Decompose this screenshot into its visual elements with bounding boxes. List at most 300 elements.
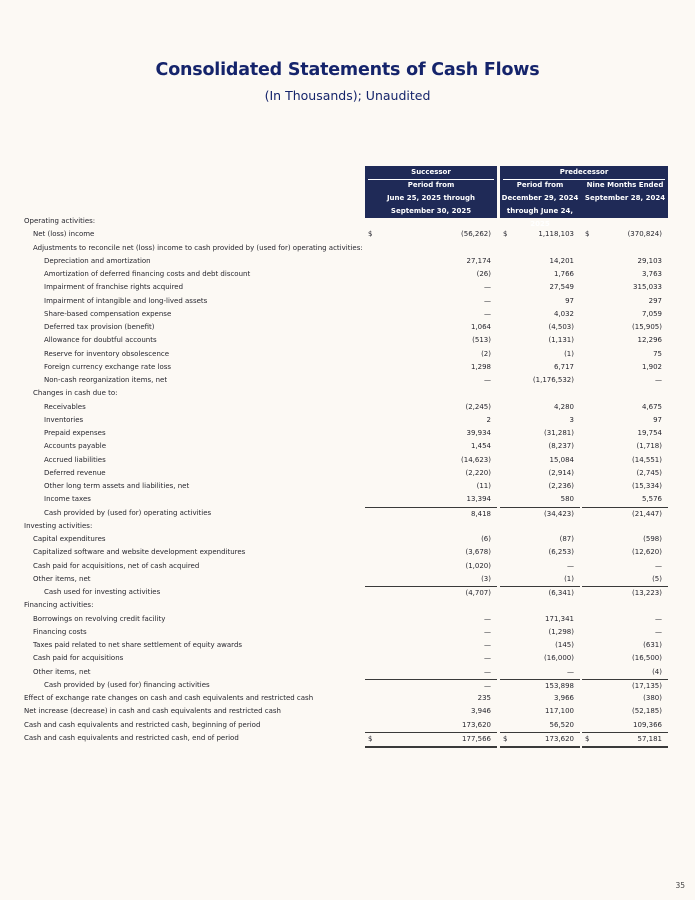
row-label: Foreign currency exchange rate loss: [44, 362, 172, 371]
currency-symbol: $: [585, 230, 590, 239]
table-row: [0, 242, 695, 255]
value-cell: [365, 401, 497, 414]
value-amount: 1,902: [641, 362, 662, 371]
value-amount: 297: [648, 296, 662, 305]
row-label: Other items, net: [33, 667, 91, 676]
value-amount: —: [484, 654, 491, 663]
value-cell: [582, 705, 668, 718]
col1-header-line: Period from: [516, 181, 564, 189]
value-amount: 27,174: [466, 256, 491, 265]
table-row: [0, 387, 695, 400]
table-row: [0, 348, 695, 361]
value-cell: [500, 361, 580, 374]
value-amount: (8,237): [548, 442, 574, 451]
value-cell: [582, 679, 668, 693]
value-amount: 4,675: [641, 402, 662, 411]
table-row: [0, 401, 695, 414]
value-amount: 171,341: [545, 614, 574, 623]
value-cell: [365, 639, 497, 652]
value-cell: [365, 613, 497, 626]
value-amount: (5): [652, 574, 662, 583]
value-amount: 3,946: [470, 707, 491, 716]
value-cell: [500, 493, 580, 506]
value-amount: 117,100: [545, 707, 574, 716]
table-row: [0, 586, 695, 599]
value-cell: [500, 719, 580, 732]
value-cell: [365, 573, 497, 586]
row-label: Cash and cash equivalents and restricted cash, beginning of period: [24, 720, 261, 729]
value-amount: (2,236): [548, 482, 574, 490]
value-cell: [500, 334, 580, 347]
value-cell: [582, 692, 668, 705]
value-cell: [500, 308, 580, 321]
value-amount: 173,620: [462, 720, 491, 729]
value-amount: (15,334): [632, 482, 662, 490]
value-cell: [365, 493, 497, 506]
page-subtitle: (In Thousands); Unaudited: [264, 88, 431, 103]
table-row: [0, 493, 695, 506]
row-label: Accrued liabilities: [44, 455, 106, 464]
col0-header-line: June 25, 2025 through: [386, 194, 476, 202]
value-cell: [500, 586, 580, 600]
value-amount: (1,020): [465, 561, 491, 570]
predecessor-header: [500, 166, 668, 228]
row-label: Capital expenditures: [33, 535, 106, 543]
table-row: [0, 533, 695, 546]
value-cell: [365, 308, 497, 321]
value-cell: [365, 427, 497, 440]
row-label: Financing costs: [33, 627, 87, 636]
row-label: Prepaid expenses: [44, 429, 106, 437]
value-amount: 109,366: [633, 720, 662, 729]
value-cell: [500, 348, 580, 361]
value-amount: (13,223): [632, 589, 662, 597]
value-cell: [500, 639, 580, 652]
value-cell: [365, 454, 497, 467]
value-cell: [365, 666, 497, 679]
value-amount: (6): [481, 535, 491, 543]
value-amount: —: [484, 283, 491, 292]
value-amount: 97: [565, 296, 574, 305]
table-row: [0, 520, 695, 533]
value-amount: 580: [560, 495, 574, 504]
value-amount: —: [484, 627, 491, 636]
value-amount: 13,394: [466, 495, 491, 504]
value-cell: [582, 467, 668, 480]
value-cell: [582, 308, 668, 321]
table-row: [0, 599, 695, 612]
row-label: Investing activities:: [24, 521, 93, 530]
table-row: [0, 281, 695, 294]
table-row: [0, 705, 695, 718]
value-cell: [365, 679, 497, 693]
value-amount: (1): [564, 574, 574, 583]
value-cell: [582, 361, 668, 374]
table-row: [0, 334, 695, 347]
value-cell: [365, 652, 497, 665]
value-cell: [500, 507, 580, 521]
value-amount: 1,454: [470, 442, 491, 451]
row-label: Inventories: [44, 415, 84, 424]
value-amount: (16,500): [632, 654, 662, 663]
value-cell: [365, 281, 497, 294]
value-cell: [365, 321, 497, 334]
value-cell: [582, 480, 668, 493]
value-cell: [500, 295, 580, 308]
value-amount: 39,934: [466, 429, 491, 437]
col0-header-line: Period from: [407, 181, 455, 189]
table-row: [0, 268, 695, 281]
value-cell: [365, 374, 497, 387]
value-cell: [582, 414, 668, 427]
value-amount: 3: [569, 415, 574, 424]
row-label: Cash and cash equivalents and restricted cash, end of period: [24, 733, 239, 742]
value-amount: 14,201: [549, 256, 574, 265]
row-label: Depreciation and amortization: [44, 256, 151, 265]
row-label: Allowance for doubtful accounts: [44, 336, 157, 345]
value-amount: 29,103: [637, 256, 662, 265]
value-cell: [582, 295, 668, 308]
value-amount: (6,253): [548, 548, 574, 557]
value-cell: [365, 533, 497, 546]
value-amount: (87): [559, 535, 574, 543]
successor-header: [365, 166, 497, 218]
value-cell: [582, 440, 668, 453]
table-row: [0, 626, 695, 639]
value-cell: [365, 560, 497, 573]
value-cell: [365, 334, 497, 347]
value-cell: [582, 546, 668, 559]
value-amount: (1): [564, 349, 574, 358]
col2-header: [582, 179, 668, 218]
value-cell: [365, 732, 497, 748]
value-amount: —: [484, 309, 491, 318]
value-cell: [582, 427, 668, 440]
row-label: Cash paid for acquisitions: [33, 654, 124, 663]
table-row: [0, 255, 695, 268]
row-label: Impairment of franchise rights acquired: [44, 283, 184, 292]
value-amount: (1,718): [636, 442, 662, 451]
value-cell: [500, 692, 580, 705]
value-amount: 235: [477, 694, 491, 702]
table-row: [0, 361, 695, 374]
value-cell: [365, 586, 497, 600]
value-cell: [582, 228, 668, 241]
table-row: [0, 666, 695, 679]
currency-symbol: $: [503, 734, 508, 743]
value-amount: 19,754: [637, 429, 662, 437]
value-amount: 27,549: [549, 283, 574, 292]
value-amount: (4,503): [548, 323, 574, 331]
value-cell: [500, 705, 580, 718]
value-cell: [365, 268, 497, 281]
table-row: [0, 427, 695, 440]
value-cell: [582, 626, 668, 639]
row-label: Cash paid for acquisitions, net of cash acquired: [33, 561, 200, 570]
table-row: [0, 321, 695, 334]
value-cell: [500, 480, 580, 493]
value-amount: (2): [481, 349, 491, 358]
value-cell: [500, 560, 580, 573]
value-cell: [500, 427, 580, 440]
value-cell: [582, 255, 668, 268]
table-row: [0, 454, 695, 467]
value-amount: 3,966: [553, 694, 574, 702]
value-cell: [582, 586, 668, 600]
value-cell: [365, 626, 497, 639]
row-label: Other items, net: [33, 574, 91, 583]
value-amount: (4): [652, 667, 662, 676]
table-row: [0, 228, 695, 241]
page-title: Consolidated Statements of Cash Flows: [155, 60, 540, 80]
value-amount: (598): [643, 535, 662, 543]
value-amount: (52,185): [632, 707, 662, 716]
row-label: Receivables: [44, 402, 86, 411]
row-label: Adjustments to reconcile net (loss) income to cash provided by (used for) operating activities:: [33, 243, 363, 252]
row-label: Cash used for investing activities: [44, 588, 161, 596]
value-cell: [582, 560, 668, 573]
row-label: Reserve for inventory obsolescence: [44, 349, 170, 358]
row-label: Accounts payable: [44, 442, 106, 451]
row-label: Taxes paid related to net share settlement of equity awards: [33, 641, 243, 649]
value-amount: 97: [653, 415, 662, 424]
table-row: [0, 467, 695, 480]
value-amount: (631): [643, 641, 662, 649]
value-amount: (1,176,532): [532, 376, 574, 384]
col1-header: [500, 179, 580, 228]
row-label: Net (loss) income: [33, 230, 95, 239]
value-amount: (370,824): [627, 230, 662, 239]
value-cell: [500, 652, 580, 665]
value-amount: —: [655, 376, 662, 384]
value-cell: [500, 626, 580, 639]
value-cell: [500, 374, 580, 387]
row-label: Deferred tax provision (benefit): [44, 323, 155, 331]
col0-header-line: September 30, 2025: [390, 207, 472, 215]
value-amount: (2,914): [548, 468, 574, 477]
value-amount: —: [655, 561, 662, 570]
row-label: Capitalized software and website development expenditures: [33, 548, 246, 557]
value-amount: 4,280: [553, 402, 574, 411]
value-amount: (2,220): [465, 468, 491, 477]
table-row: [0, 414, 695, 427]
value-amount: (2,245): [465, 402, 491, 411]
value-cell: [365, 295, 497, 308]
row-label: Income taxes: [44, 495, 91, 504]
value-cell: [500, 546, 580, 559]
value-amount: —: [655, 614, 662, 623]
value-amount: (34,423): [544, 509, 574, 518]
currency-symbol: $: [368, 230, 373, 239]
value-amount: 1,298: [470, 362, 491, 371]
value-cell: [500, 666, 580, 679]
table-row: [0, 440, 695, 453]
value-cell: [582, 281, 668, 294]
value-amount: 12,296: [637, 336, 662, 345]
value-cell: [500, 401, 580, 414]
value-cell: [582, 719, 668, 732]
value-amount: —: [567, 561, 574, 570]
row-label: Net increase (decrease) in cash and cash equivalents and restricted cash: [24, 707, 281, 716]
value-amount: 4,032: [553, 309, 574, 318]
table-row: [0, 573, 695, 586]
value-amount: (17,135): [632, 681, 662, 690]
value-cell: [500, 533, 580, 546]
table-row: [0, 308, 695, 321]
value-amount: (15,905): [632, 323, 662, 331]
value-cell: [582, 639, 668, 652]
value-cell: [500, 321, 580, 334]
value-amount: (56,262): [461, 230, 491, 239]
value-cell: [500, 613, 580, 626]
table-row: [0, 652, 695, 665]
value-amount: (3): [481, 574, 491, 583]
value-amount: (4,707): [465, 589, 491, 597]
col1-header-line: through June 24, 2025: [506, 207, 574, 228]
value-amount: (1,298): [548, 627, 574, 636]
value-amount: (3,678): [465, 548, 491, 557]
col2-header-line: September 28, 2024: [584, 194, 666, 202]
table-row: [0, 215, 695, 228]
value-cell: [582, 321, 668, 334]
value-amount: 15,084: [549, 455, 574, 464]
value-amount: 153,898: [545, 681, 574, 690]
table-row: [0, 507, 695, 520]
value-cell: [365, 692, 497, 705]
value-amount: (21,447): [632, 509, 662, 518]
value-cell: [365, 507, 497, 521]
value-amount: 7,059: [641, 309, 662, 318]
row-label: Changes in cash due to:: [33, 389, 118, 398]
row-label: Deferred revenue: [44, 468, 106, 477]
value-amount: (16,000): [544, 654, 574, 663]
table-row: [0, 560, 695, 573]
value-cell: [582, 374, 668, 387]
value-amount: 3,763: [641, 270, 662, 278]
value-amount: (14,551): [632, 455, 662, 464]
value-cell: [582, 401, 668, 414]
value-cell: [500, 732, 580, 748]
value-cell: [365, 228, 497, 241]
value-amount: 57,181: [637, 734, 662, 743]
value-cell: [365, 361, 497, 374]
value-amount: —: [567, 667, 574, 676]
value-amount: 1,118,103: [538, 230, 574, 239]
value-amount: (12,620): [632, 548, 662, 557]
value-cell: [582, 348, 668, 361]
row-label: Effect of exchange rate changes on cash and cash equivalents and restricted cash: [24, 694, 314, 702]
value-amount: (513): [472, 336, 491, 345]
value-amount: (2,745): [636, 468, 662, 477]
value-amount: 1,766: [553, 270, 574, 278]
value-amount: (31,281): [544, 429, 574, 437]
value-amount: (1,131): [548, 336, 574, 345]
value-cell: [365, 414, 497, 427]
value-cell: [582, 732, 668, 748]
row-label: Cash provided by (used for) operating activities: [44, 508, 212, 517]
value-amount: —: [484, 667, 491, 676]
value-cell: [500, 573, 580, 586]
value-cell: [365, 440, 497, 453]
value-amount: 173,620: [545, 734, 574, 743]
value-cell: [500, 281, 580, 294]
value-cell: [365, 705, 497, 718]
value-amount: —: [655, 627, 662, 636]
value-cell: [582, 334, 668, 347]
value-amount: (26): [476, 270, 491, 278]
value-amount: —: [484, 296, 491, 305]
row-label: Cash provided by (used for) financing activities: [44, 680, 210, 689]
value-amount: 1,064: [470, 323, 491, 331]
value-cell: [500, 454, 580, 467]
value-cell: [582, 652, 668, 665]
value-cell: [582, 613, 668, 626]
value-amount: (11): [476, 482, 491, 490]
value-cell: [500, 440, 580, 453]
col2-header-line: Nine Months Ended: [586, 181, 664, 189]
value-amount: 56,520: [549, 720, 574, 729]
row-label: Amortization of deferred financing costs and debt discount: [44, 270, 251, 278]
value-amount: (14,623): [461, 455, 491, 464]
value-cell: [582, 666, 668, 679]
row-label: Operating activities:: [24, 217, 96, 225]
value-cell: [500, 414, 580, 427]
value-amount: —: [484, 681, 491, 690]
value-cell: [582, 454, 668, 467]
table-row: [0, 613, 695, 626]
col0-header: [365, 179, 497, 218]
value-cell: [365, 348, 497, 361]
value-amount: (145): [555, 641, 574, 649]
currency-symbol: $: [368, 734, 373, 743]
value-cell: [365, 546, 497, 559]
predecessor-label: Predecessor: [559, 168, 609, 176]
page-number: 35: [675, 881, 685, 890]
table-row: [0, 639, 695, 652]
value-cell: [365, 480, 497, 493]
successor-label: Successor: [411, 168, 451, 176]
value-amount: 6,717: [553, 362, 574, 371]
value-cell: [582, 507, 668, 521]
table-row: [0, 719, 695, 732]
value-cell: [582, 493, 668, 506]
value-cell: [500, 268, 580, 281]
value-cell: [582, 573, 668, 586]
currency-symbol: $: [503, 230, 508, 239]
table-row: [0, 295, 695, 308]
table-row: [0, 679, 695, 692]
row-label: Impairment of intangible and long-lived assets: [44, 296, 208, 305]
row-label: Borrowings on revolving credit facility: [33, 614, 166, 623]
row-label: Financing activities:: [24, 601, 94, 610]
cash-flow-table: [0, 215, 695, 745]
col1-header-line: December 29, 2024: [501, 194, 579, 202]
row-label: Share-based compensation expense: [44, 309, 172, 318]
value-amount: —: [484, 614, 491, 623]
value-amount: 2: [486, 415, 491, 424]
value-cell: [365, 255, 497, 268]
table-row: [0, 480, 695, 493]
value-amount: 5,576: [641, 495, 662, 504]
value-cell: [500, 467, 580, 480]
value-amount: (6,341): [548, 589, 574, 597]
table-row: [0, 374, 695, 387]
value-amount: 315,033: [633, 283, 662, 292]
value-cell: [365, 719, 497, 732]
table-row: [0, 546, 695, 559]
value-cell: [500, 255, 580, 268]
value-amount: —: [484, 641, 491, 649]
